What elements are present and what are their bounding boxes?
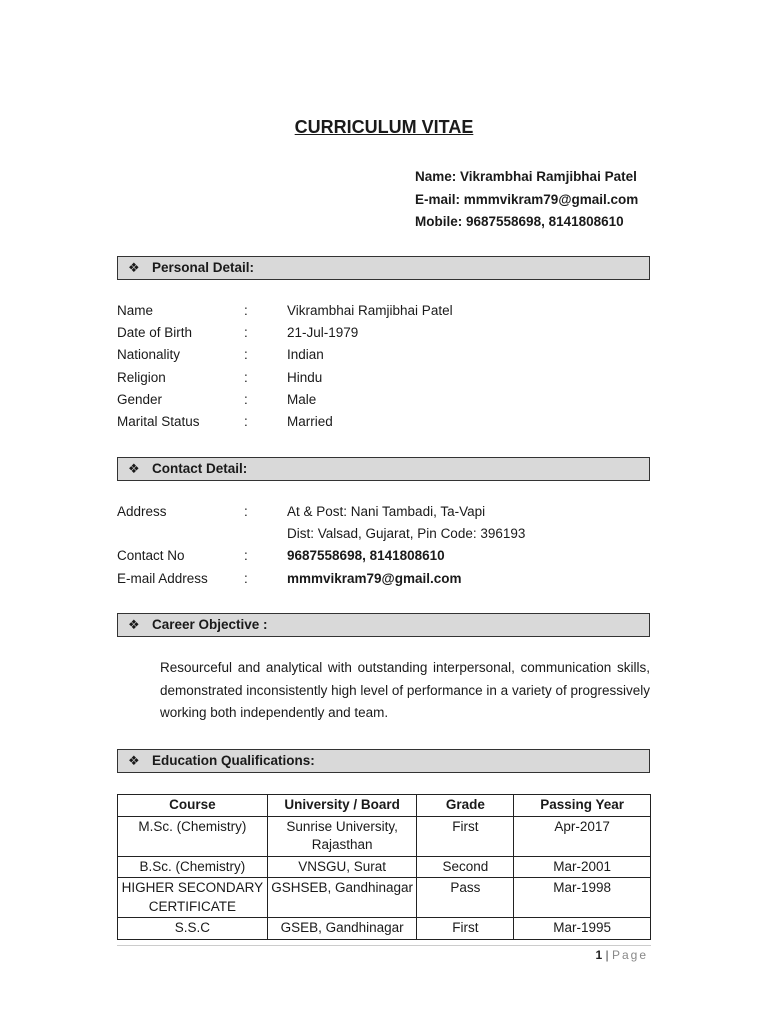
detail-separator: : bbox=[244, 391, 248, 407]
diamond-bullet-icon: ❖ bbox=[128, 753, 140, 768]
header-email: E-mail: mmmvikram79@gmail.com bbox=[415, 191, 639, 207]
header-mobile: Mobile: 9687558698, 8141808610 bbox=[415, 214, 624, 229]
detail-value: 21-Jul-1979 bbox=[287, 325, 359, 341]
detail-value: Vikrambhai Ramjibhai Patel bbox=[287, 303, 453, 318]
section-personal-detail bbox=[117, 256, 650, 280]
detail-key: Religion bbox=[117, 369, 166, 385]
detail-key: Gender bbox=[117, 391, 163, 407]
career-objective-text: Resourceful and analytical with outstanding interpersonal, communication skills, demonstrated inconsistently high level of performance in a variety of progressively working both independently and team. bbox=[160, 660, 650, 720]
detail-value: Hindu bbox=[287, 369, 323, 385]
section-education bbox=[117, 749, 650, 773]
table-cell: VNSGU, Surat bbox=[267, 856, 417, 878]
page-label: Page bbox=[611, 948, 648, 962]
table-header-row bbox=[118, 795, 651, 817]
section-title: Contact Detail: bbox=[152, 461, 248, 476]
header-contact-block bbox=[415, 166, 638, 234]
page-footer bbox=[595, 948, 648, 962]
table-cell: First bbox=[417, 816, 514, 856]
detail-key: Contact No bbox=[117, 548, 185, 564]
detail-separator: : bbox=[244, 325, 248, 341]
detail-key: Marital Status bbox=[117, 413, 200, 429]
detail-separator: : bbox=[244, 413, 248, 429]
detail-key: Nationality bbox=[117, 347, 181, 363]
column-header: University / Board bbox=[267, 795, 417, 817]
table-row bbox=[118, 918, 651, 940]
table-row bbox=[118, 816, 651, 856]
detail-key: E-mail Address bbox=[117, 570, 208, 586]
education-table bbox=[117, 794, 651, 940]
column-header: Course bbox=[118, 795, 268, 817]
table-cell: B.Sc. (Chemistry) bbox=[118, 856, 268, 878]
detail-separator: : bbox=[244, 303, 248, 318]
detail-key: Date of Birth bbox=[117, 325, 193, 341]
address-line-1: At & Post: Nani Tambadi, Ta-Vapi bbox=[287, 504, 486, 519]
address-line-2: Dist: Valsad, Gujarat, Pin Code: 396193 bbox=[287, 526, 526, 542]
contact-phone: 9687558698, 8141808610 bbox=[287, 548, 445, 564]
section-career-objective bbox=[117, 613, 650, 637]
table-cell: Apr-2017 bbox=[514, 816, 651, 856]
detail-separator: : bbox=[244, 548, 248, 564]
diamond-bullet-icon: ❖ bbox=[128, 260, 140, 275]
footer-separator: | bbox=[605, 948, 609, 962]
section-contact-detail bbox=[117, 457, 650, 481]
table-cell: GSHSEB, Gandhinagar bbox=[267, 878, 417, 918]
column-header: Grade bbox=[417, 795, 514, 817]
detail-separator: : bbox=[244, 570, 248, 586]
footer-divider bbox=[117, 945, 651, 946]
table-cell: Mar-1998 bbox=[514, 878, 651, 918]
section-title: Education Qualifications: bbox=[152, 753, 315, 768]
contact-email: mmmvikram79@gmail.com bbox=[287, 570, 462, 586]
detail-separator: : bbox=[244, 347, 248, 363]
detail-key: Name bbox=[117, 303, 154, 318]
detail-separator: : bbox=[244, 504, 248, 519]
section-title: Career Objective : bbox=[152, 617, 268, 632]
diamond-bullet-icon: ❖ bbox=[128, 617, 140, 632]
table-cell: Pass bbox=[417, 878, 514, 918]
table-cell: Mar-1995 bbox=[514, 918, 651, 940]
header-name: Name: Vikrambhai Ramjibhai Patel bbox=[415, 169, 637, 184]
detail-value: Married bbox=[287, 413, 333, 429]
table-cell: HIGHER SECONDARY CERTIFICATE bbox=[118, 878, 268, 918]
page-number: 1 bbox=[595, 948, 603, 962]
detail-separator: : bbox=[244, 369, 248, 385]
table-cell: First bbox=[417, 918, 514, 940]
diamond-bullet-icon: ❖ bbox=[128, 461, 140, 476]
column-header: Passing Year bbox=[514, 795, 651, 817]
table-row bbox=[118, 878, 651, 918]
table-row bbox=[118, 856, 651, 878]
table-cell: GSEB, Gandhinagar bbox=[267, 918, 417, 940]
table-cell: Sunrise University, Rajasthan bbox=[267, 816, 417, 856]
document-title: CURRICULUM VITAE bbox=[294, 117, 474, 137]
table-cell: Mar-2001 bbox=[514, 856, 651, 878]
section-title: Personal Detail: bbox=[152, 260, 255, 275]
detail-key: Address bbox=[117, 504, 167, 519]
detail-value: Male bbox=[287, 391, 317, 407]
table-cell: S.S.C bbox=[118, 918, 268, 940]
detail-value: Indian bbox=[287, 347, 324, 363]
table-cell: Second bbox=[417, 856, 514, 878]
table-cell: M.Sc. (Chemistry) bbox=[118, 816, 268, 856]
